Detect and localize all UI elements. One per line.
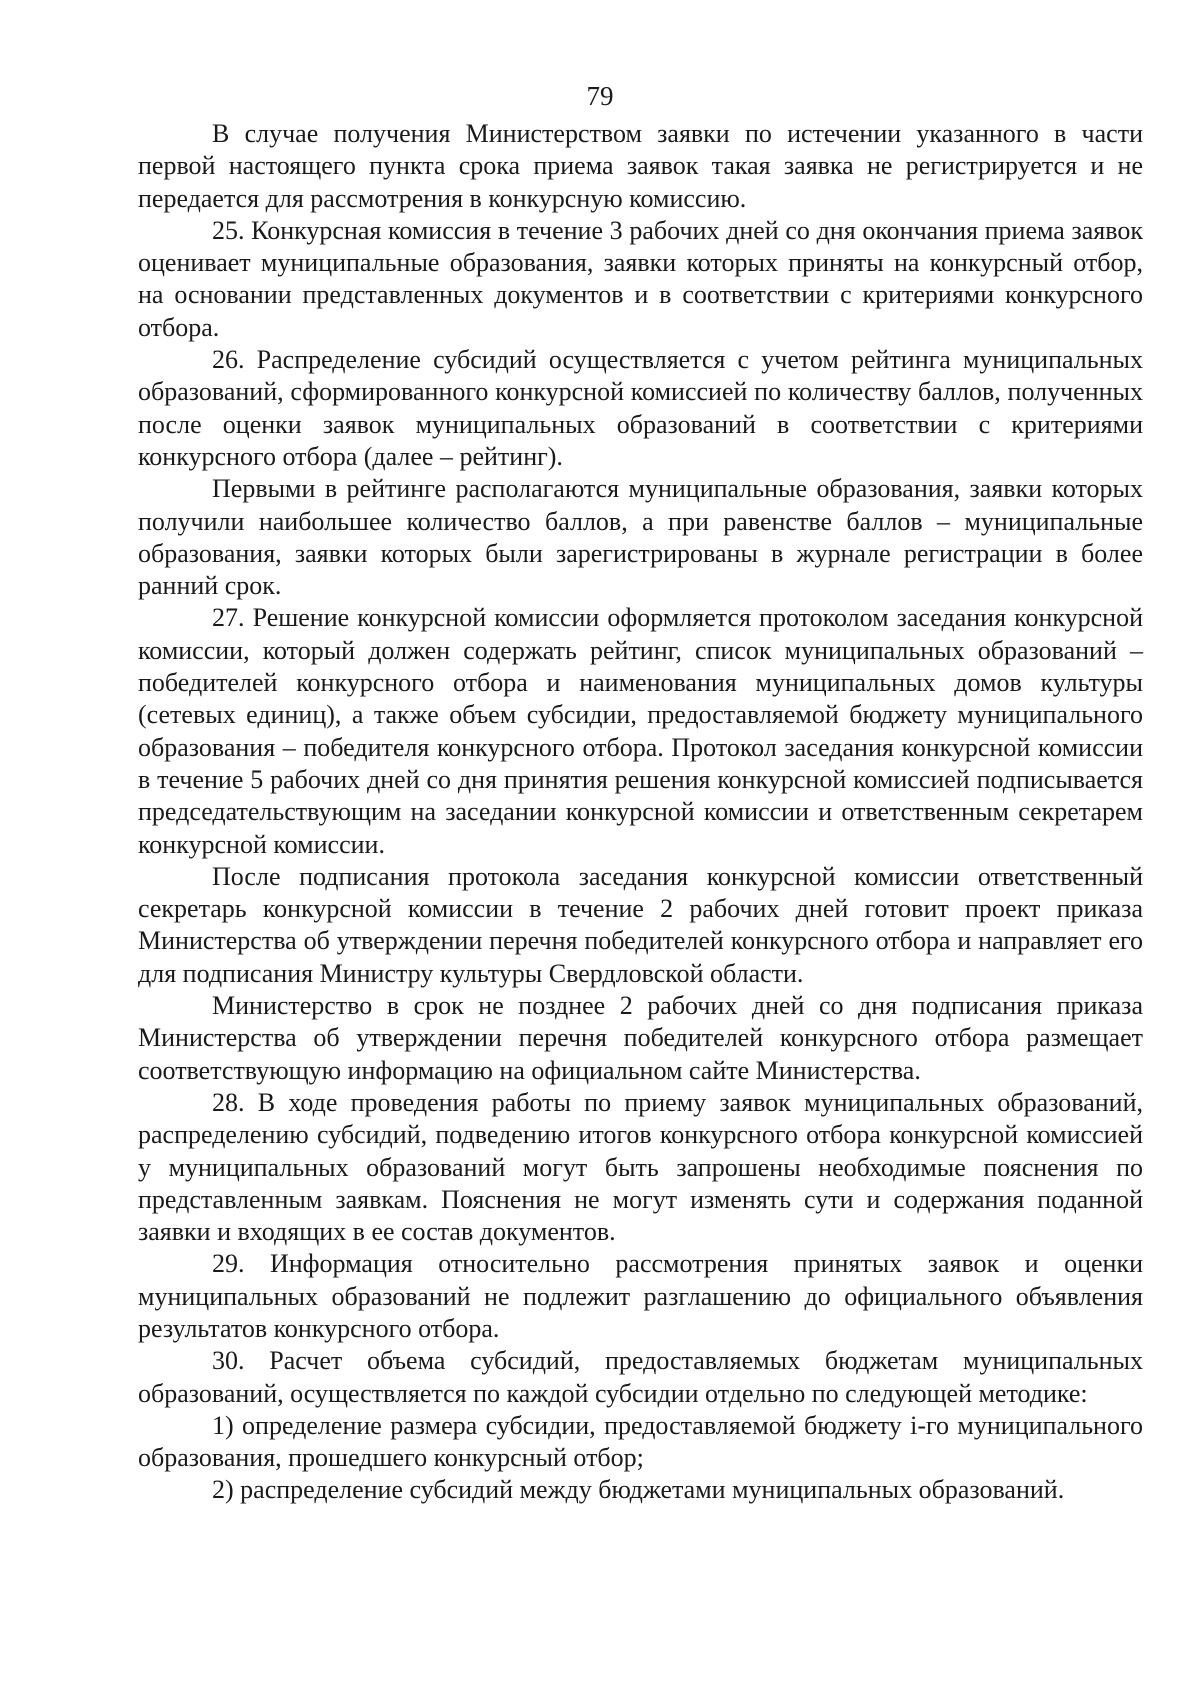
paragraph: 1) определение размера субсидии, предоставляемой бюджету i-го муниципального образования, прошедшего конкурсный отбор; <box>138 1410 1143 1473</box>
paragraph: 2) распределение субсидий между бюджетами муниципальных образований. <box>212 1475 1065 1505</box>
paragraph: 30. Расчет объема субсидий, предоставляемых бюджетам муниципальных образований, осуществляется по каждой субсидии отдельно по следующей методике: <box>138 1346 1143 1408</box>
paragraph: 26. Распределение субсидий осуществляется с учетом рейтинга муниципальных образований, сформированного конкурсной комиссией по количеству баллов, полученных после оценки заявок муниципальных образований в соответствии с критериями конкурсного отбора (далее – рейтинг). <box>138 345 1143 471</box>
paragraph: 25. Конкурсная комиссия в течение 3 рабочих дней со дня окончания приема заявок оценивает муниципальные образования, заявки которых приняты на конкурсный отбор, на основании представленных документов и в соответствии с критериями конкурсного отбора. <box>138 215 1143 342</box>
paragraph: Министерство в срок не позднее 2 рабочих дней со дня подписания приказа Министерства об утверждении перечня победителей конкурсного отбора размещает соответствующую информацию на официальном сайте Министерства. <box>138 991 1143 1085</box>
page-number: 79 <box>586 81 614 111</box>
paragraph: 28. В ходе проведения работы по приему заявок муниципальных образований, распределению субсидий, подведению итогов конкурсного отбора конкурсной комиссией у муниципальных образований могут быть запрошены необходимые пояснения по представленным заявкам. Пояснения не могут изменять сути и содержания поданной заявки и входящих в ее состав документов. <box>138 1087 1143 1247</box>
paragraph: 29. Информация относительно рассмотрения принятых заявок и оценки муниципальных образований не подлежит разглашению до официального объявления результатов конкурсного отбора. <box>138 1249 1143 1343</box>
paragraph: Первыми в рейтинге располагаются муниципальные образования, заявки которых получили наибольшее количество баллов, а при равенстве баллов – муниципальные образования, заявки которых были зарегистрированы в журнале регистрации в более ранний срок. <box>138 474 1143 601</box>
paragraph: В случае получения Министерством заявки по истечении указанного в части первой настоящего пункта срока приема заявок такая заявка не регистрируется и не передается для рассмотрения в конкурсную комиссию. <box>138 119 1143 213</box>
document-body <box>138 118 1143 1507</box>
paragraph: 27. Решение конкурсной комиссии оформляется протоколом заседания конкурсной комиссии, который должен содержать рейтинг, список муниципальных образований – победителей конкурсного отбора и наименования муниципальных домов культуры (сетевых единиц), а также объем субсидии, предоставляемой бюджету муниципального образования – победителя конкурсного отбора. Протокол заседания конкурсной комиссии в течение 5 рабочих дней со дня принятия решения конкурсной комиссией подписывается председательствующим на заседании конкурсной комиссии и ответственным секретарем конкурсной комиссии. <box>138 603 1143 859</box>
paragraph: После подписания протокола заседания конкурсной комиссии ответственный секретарь конкурсной комиссии в течение 2 рабочих дней готовит проект приказа Министерства об утверждении перечня победителей конкурсного отбора и направляет его для подписания Министру культуры Свердловской области. <box>138 861 1143 988</box>
